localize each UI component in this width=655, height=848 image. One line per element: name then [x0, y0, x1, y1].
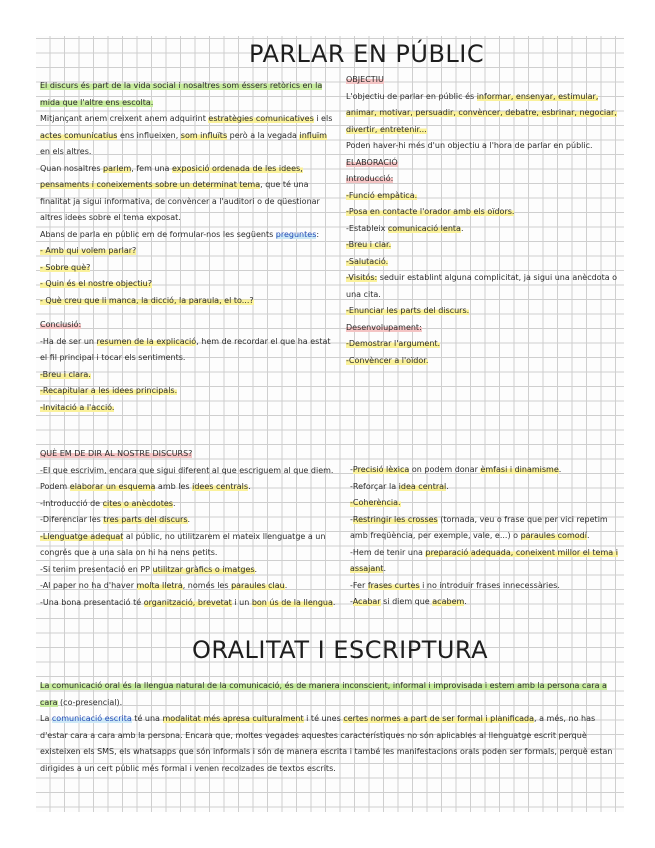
page-title: PARLAR EN PÚBLIC: [249, 40, 485, 68]
intro-item: -Posa en contacte l'orador amb els oïdors.: [346, 207, 515, 216]
intro-column: [40, 78, 338, 416]
discurs-item: -Restringir les crosses (tornada, veu o frase que per vici repetim amb freqüència, per exemple, vale, e...) o paraules comodí.: [350, 514, 608, 540]
discurs-item: -Una bona presentació té organització, brevetat i un bon ús de la llengua.: [40, 597, 336, 607]
intro-item: -Visitós: seduir establint alguna complicitat, ja sigui una anècdota o una cita.: [346, 273, 618, 299]
discurs-right-column: [350, 462, 620, 611]
discurs-item: -Acabar si diem que acabem.: [350, 597, 467, 606]
elaboracio-heading: ELABORACIÓ: [346, 157, 398, 167]
oralitat-section: [40, 678, 620, 777]
discurs-heading: QUÈ EM DE DIR AL NOSTRE DISCURS?: [40, 449, 193, 458]
discurs-item: -Introducció de cites o anècdotes.: [40, 498, 176, 508]
grid-paper-sheet: [36, 36, 624, 812]
strategies-paragraph: Mitjançant anem creixent anem adquirint estratègies comunicatives i els actes comunicatius ens influeixen, som influïts però a la vegada influïm en els altres.: [40, 114, 333, 156]
discurs-item: Podem elaborar un esquema amb les idees centrals.: [40, 482, 251, 491]
desenvolupament-heading: Desenvolupament:: [346, 322, 422, 332]
discurs-left-column: [40, 446, 340, 611]
intro-paragraph: El discurs és part de la vida social i nosaltres som éssers retòrics en la mida que l'altre ens escolta.: [40, 81, 323, 107]
question-item: - Què creu que li manca, la dicció, la paraula, el to...?: [40, 295, 254, 305]
des-item: -Convèncer a l'oïdor.: [346, 355, 429, 365]
discurs-item: -Llenguatge adequat al públic, no utilitzarem el mateix llenguatge a un congrés que a una sala on hi ha nens petits.: [40, 531, 326, 557]
conclusio-line: -Invitació a l'acció.: [40, 402, 115, 412]
des-item: -Demostrar l'argument.: [346, 339, 441, 348]
objectiu-paragraph: L'objectiu de parlar en públic és informar, ensenyar, estimular, animar, motivar, persuadir, convèncer, debatre, esbrinar, negociar, divertir, entretenir...: [346, 91, 617, 134]
introduccio-heading: Introducció:: [346, 174, 394, 183]
intro-item: -Estableix comunicació lenta.: [346, 223, 464, 233]
discurs-item: -Si tenim presentació en PP utilitzar gràfics o imatges.: [40, 564, 258, 574]
intro-item: -Breu i clar.: [346, 240, 392, 249]
oral-paragraph: La comunicació oral és la llengua natural de la comunicació, és de manera inconscient, informal i improvisada i estem amb la persona cara a cara (co-presencial).: [40, 681, 607, 707]
conclusio-heading: Conclusió:: [40, 320, 82, 329]
question-item: - Amb qui volem parlar?: [40, 246, 137, 255]
speaking-paragraph: Quan nosaltres parlem, fem una exposició ordenada de les idees, pensaments i coneixements sobre un determinat tema, que té una finalitat ja sigui informativa, de convèncer a l'auditori o de qüestionar altres idees sobre el tema exposat.: [40, 163, 320, 222]
discurs-item: -Hem de tenir una preparació adequada, coneixent millor el tema i assajant.: [350, 547, 618, 573]
discurs-item: -Al paper no ha d'haver molta lletra, només les paraules clau.: [40, 581, 288, 590]
conclusio-line: -Recapitular a les idees principals.: [40, 386, 178, 395]
question-item: - Quin és el nostre objectiu?: [40, 279, 152, 288]
discurs-item: -Coherència.: [350, 498, 401, 507]
discurs-item: -Diferenciar les tres parts del discurs.: [40, 515, 191, 524]
intro-item: -Enunciar les parts del discurs.: [346, 306, 470, 315]
discurs-item: -Fer frases curtes i no introduir frases innecessàries.: [350, 580, 560, 590]
objectiu-column: [346, 72, 620, 369]
intro-item: -Salutació.: [346, 256, 389, 266]
conclusio-line: -Ha de ser un resumen de la explicació, hem de recordar el que ha estat el fil principal i tocar els sentiments.: [40, 336, 331, 362]
question-item: - Sobre què?: [40, 262, 91, 272]
discurs-item: -Precisió lèxica on podem donar èmfasi i dinamisme.: [350, 465, 562, 474]
written-paragraph: La comunicació escrita té una modalitat més apresa culturalment i té unes certes normes a part de ser formal i planificada, a més, no has d'estar cara a cara amb la persona. Encara que, moltes vegades aquestes característiques no són aplicables al llenguatge escrit perquè existeixen els SMS, els whatsapps que són informals i són de manera escrita i també les manifestacions orals poden ser formals, perquè estan dirigides a un cert públic més formal i venen recolzades de textos escrits.: [40, 714, 613, 773]
intro-item: -Funció empàtica.: [346, 190, 418, 200]
discurs-item: -Reforçar la idea central.: [350, 481, 449, 491]
section-title: ORALITAT I ESCRIPTURA: [192, 636, 489, 664]
objectiu-heading: OBJECTIU: [346, 75, 384, 84]
objectiu-note: Poden haver-hi més d'un objectiu a l'hora de parlar en públic.: [346, 141, 593, 150]
conclusio-line: -Breu i clara.: [40, 369, 91, 379]
questions-intro: Abans de parla en públic em de formular-nos les següents preguntes:: [40, 229, 320, 239]
discurs-item: -El que escrivim, encara que sigui diferent al que escriguem al que diem.: [40, 465, 334, 475]
